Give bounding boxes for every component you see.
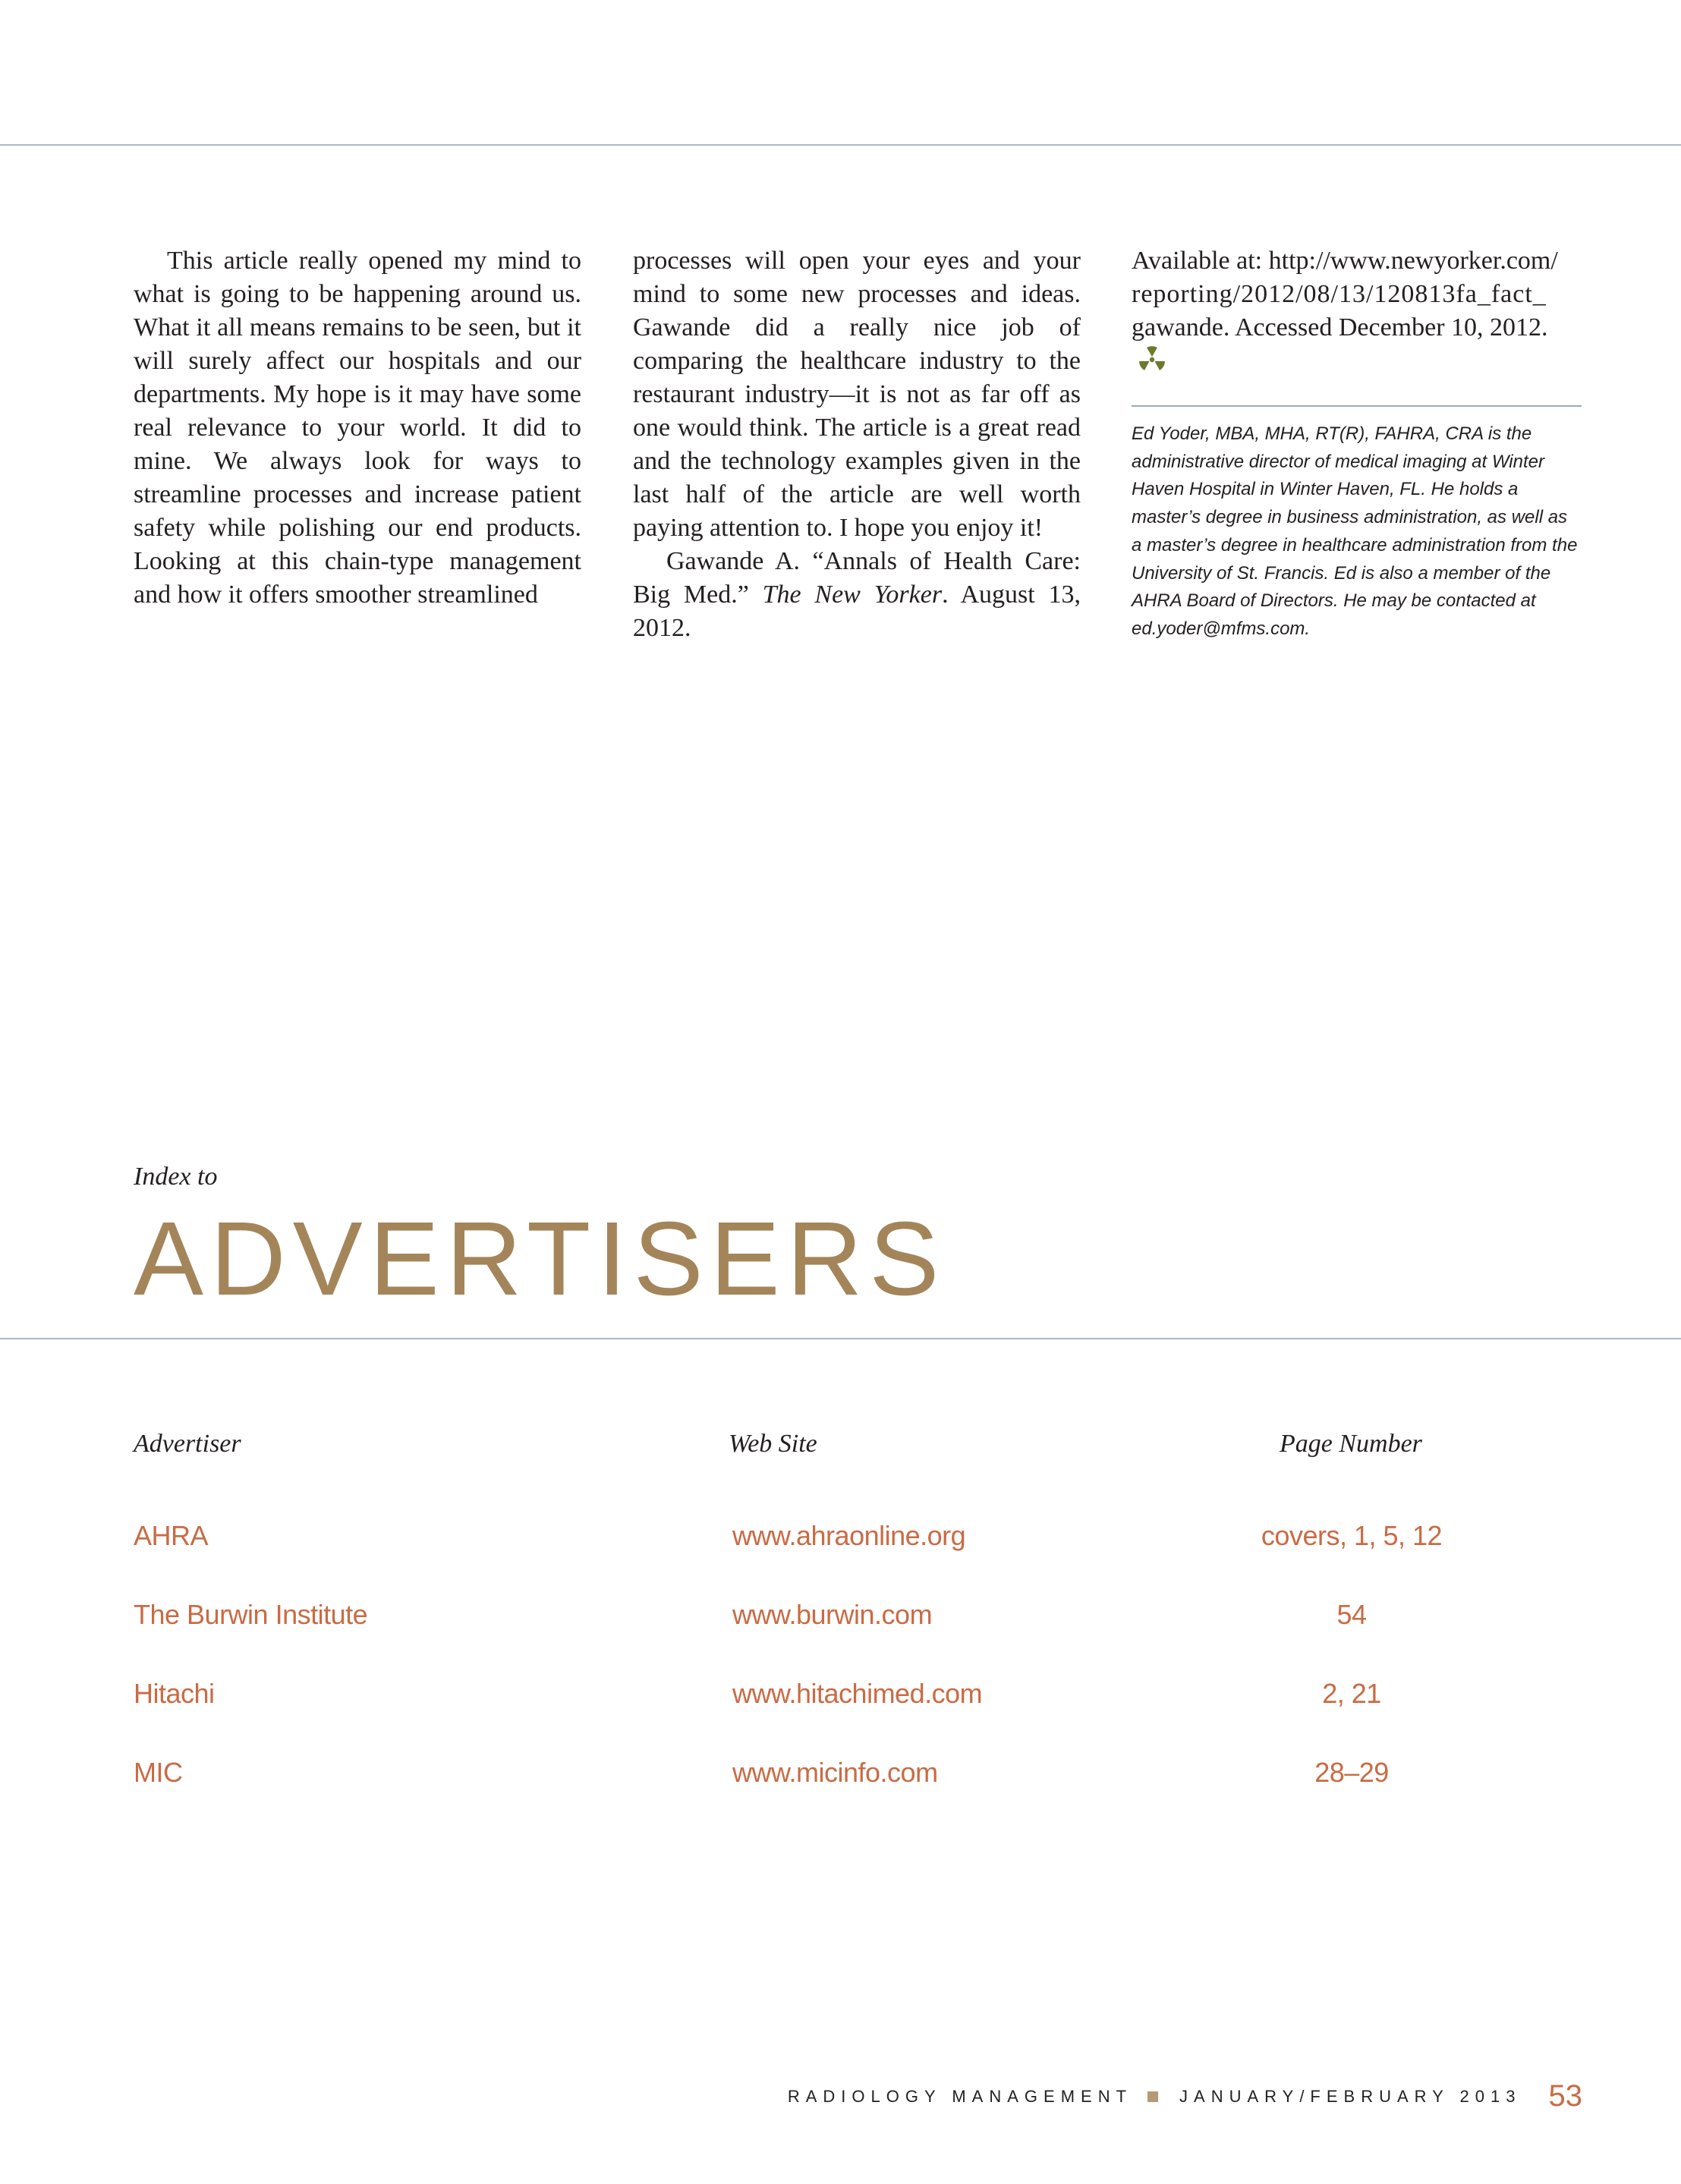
footer-separator-square	[1147, 2091, 1158, 2102]
column-header-page-number: Page Number	[1280, 1430, 1422, 1458]
reference-accessed: gawande. Accessed December 10, 2012.	[1132, 313, 1548, 341]
reference-citation	[633, 545, 1081, 645]
advertiser-website-link[interactable]: www.hitachimed.com	[732, 1678, 983, 1709]
column-header-advertiser: Advertiser	[134, 1430, 241, 1458]
section-rule	[0, 1338, 1681, 1339]
advertiser-website-link[interactable]: www.ahraonline.org	[732, 1520, 966, 1551]
column-header-website: Web Site	[729, 1430, 817, 1458]
bio-divider	[1132, 405, 1582, 407]
advertiser-website-link[interactable]: www.micinfo.com	[732, 1757, 938, 1788]
reference-available: Available at: http://www.newyorker.com/	[1132, 247, 1558, 275]
advertiser-page-number: covers, 1, 5, 12	[1261, 1520, 1443, 1551]
table-row	[0, 1520, 1681, 1566]
reference-accessed-line	[1132, 311, 1582, 382]
reference-journal: The New Yorker	[762, 581, 943, 609]
table-row	[0, 1599, 1681, 1644]
author-bio: Ed Yoder, MBA, MHA, RT(R), FAHRA, CRA is the administrative director of medical imaging at Winter Haven Hospital in Winter Haven, FL. He holds a master’s degree in business administration, as well as a master’s degree in healthcare administration from the University of St. Francis. Ed is also a member of the AHRA Board of Directors. He may be contacted at ed.yoder@mfms.com.	[1132, 423, 1578, 639]
reference-date: . August 13, 2012.	[633, 581, 1081, 642]
advertiser-name: MIC	[134, 1757, 183, 1788]
advertiser-name: The Burwin Institute	[134, 1599, 368, 1630]
advertiser-page-number: 28–29	[1314, 1757, 1389, 1788]
advertiser-name: AHRA	[134, 1520, 209, 1551]
table-row	[0, 1757, 1681, 1802]
article-paragraph: processes will open your eyes and your mind to some new processes and ideas. Gawande did a really nice job of comparing the healthcare industry to the restaurant industry—it is not as far off as one would think. The article is a great read and the technology examples given in the last half of the article are well worth paying attention to. I hope you enjoy it!	[633, 247, 1081, 542]
top-rule	[0, 144, 1681, 146]
article-column-3	[1132, 244, 1582, 644]
reference-url: reporting/2012/08/13/120813fa_fact_	[1132, 280, 1547, 308]
table-row	[0, 1678, 1681, 1723]
advertiser-page-number: 54	[1336, 1599, 1367, 1630]
page-number: 53	[1548, 2079, 1582, 2113]
index-title: ADVERTISERS	[134, 1201, 946, 1317]
article-column-1	[134, 244, 581, 612]
reference-text: Gawande A. “Annals of Health Care: Big Med.”	[633, 547, 1081, 609]
radiation-trefoil-icon	[1138, 345, 1166, 382]
article-paragraph: This article really opened my mind to what is going to be happening around us. What it all means remains to be seen, but it will surely affect our hospitals and our departments. My hope is it may have some real relevance to your world. It did to mine. We always look for ways to streamline processes and increase patient safety while polishing our end products. Looking at this chain-type management and how it offers smoother streamlined	[134, 247, 581, 609]
advertiser-name: Hitachi	[134, 1678, 215, 1709]
publication-name: RADIOLOGY MANAGEMENT	[787, 2086, 1133, 2106]
index-kicker: Index to	[134, 1163, 218, 1191]
advertiser-page-number: 2, 21	[1322, 1678, 1381, 1709]
advertiser-website-link[interactable]: www.burwin.com	[732, 1599, 933, 1630]
issue-date: JANUARY/FEBRUARY 2013	[1179, 2086, 1522, 2106]
page-footer	[788, 2079, 1582, 2113]
article-column-2	[633, 244, 1081, 645]
